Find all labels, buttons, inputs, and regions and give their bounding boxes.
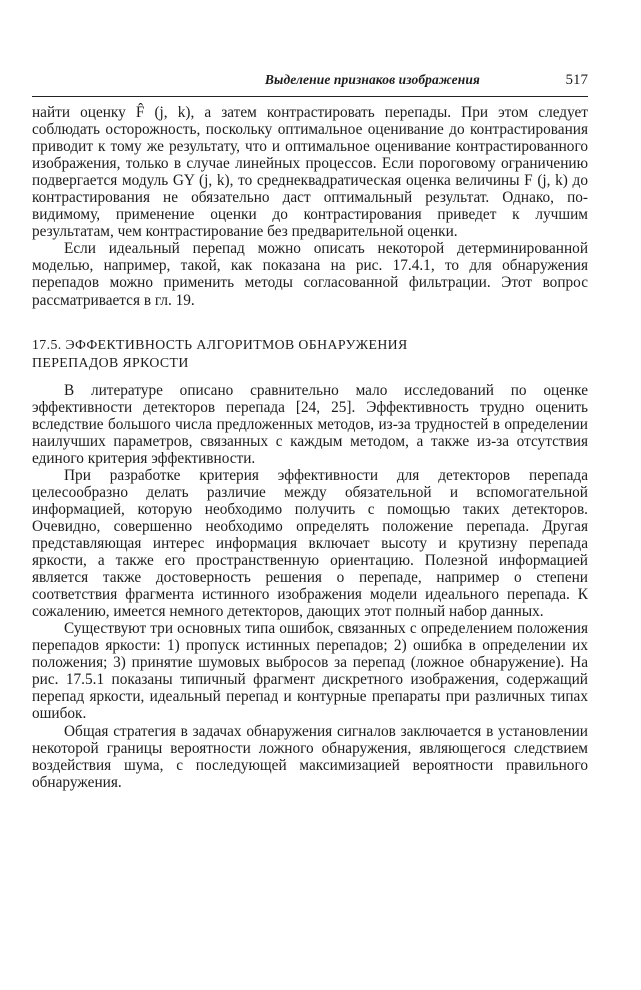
page-body: [32, 104, 588, 791]
section-heading-line-2: ПЕРЕПАДОВ ЯРКОСТИ: [32, 354, 189, 370]
paragraph-criteria: При разработке критерия эффективности для детекторов перепада целесообразно делать различие между обязательной и вспомогательной информацией, которую необходимо получить с помощью таких детекторов. Очевидно, совершенно необходимо определять положение перепада. Другая представляющая интерес информация включает высоту и крутизну перепада яркости, а также его пространственную ориентацию. Полезной информацией является также достоверность решения о перепаде, например о степени соответствия фрагмента истинного изображения модели идеального перепада. К сожалению, имеется немного детекторов, дающих этот полный набор данных.: [32, 466, 588, 621]
running-title: Выделение признаков изображения: [264, 72, 480, 87]
section-heading: [32, 336, 588, 372]
section-heading-line-1: 17.5. ЭФФЕКТИВНОСТЬ АЛГОРИТМОВ ОБНАРУЖЕНИЯ: [32, 336, 408, 352]
paragraph-strategy: Общая стратегия в задачах обнаружения сигналов заключается в установлении некоторой границы вероятности ложного обнаружения, являющегося следствием воздействия шума, с последующей максимизацией вероятности правильного обнаружения.: [32, 722, 588, 791]
header-rule: [32, 96, 588, 97]
page-number: 517: [565, 72, 588, 88]
paragraph-error-types: Существуют три основных типа ошибок, связанных с определением положения перепадов яркости: 1) пропуск истинных перепадов; 2) ошибка в определении их положения; 3) принятие шумовых выбросов за перепад (ложное обнаружение). На рис. 17.5.1 показаны типичный фрагмент дискретного изображения, содержащий перепад яркости, идеальный перепад и контурные препараты при различных типах ошибок.: [32, 620, 588, 723]
paragraph-literature: В литературе описано сравнительно мало исследований по оценке эффективности детекторов перепада [24, 25]. Эффективность трудно оценить вследствие большого числа предложенных методов, из-за трудностей в определении наилучших параметров, связанных с каждым методом, а также из-за отсутствия единого критерия эффективности.: [32, 381, 588, 467]
paragraph-matched-filter: Если идеальный перепад можно описать некоторой детерминированной моделью, например, такой, как показана на рис. 17.4.1, то для обнаружения перепадов можно применить методы согласованной фильтрации. Этот вопрос рассматривается в гл. 19.: [32, 240, 588, 309]
paragraph-continued: найти оценку F̂ (j, k), а затем контрастировать перепады. При этом следует соблюдать осторожность, поскольку оптимальное оценивание до контрастирования приводит к тому же результату, что и оптимальное оценивание контрастированного изображения, только в случае линейных процессов. Если пороговому ограничению подвергается модуль GY (j, k), то среднеквадратическая оценка величины F (j, k) до контрастирования не обязательно даст оптимальный результат. Однако, по-видимому, применение оценки до контрастирования приведет к лучшим результатам, чем контрастирование без предварительной оценки.: [32, 104, 588, 241]
running-header: [32, 72, 588, 96]
